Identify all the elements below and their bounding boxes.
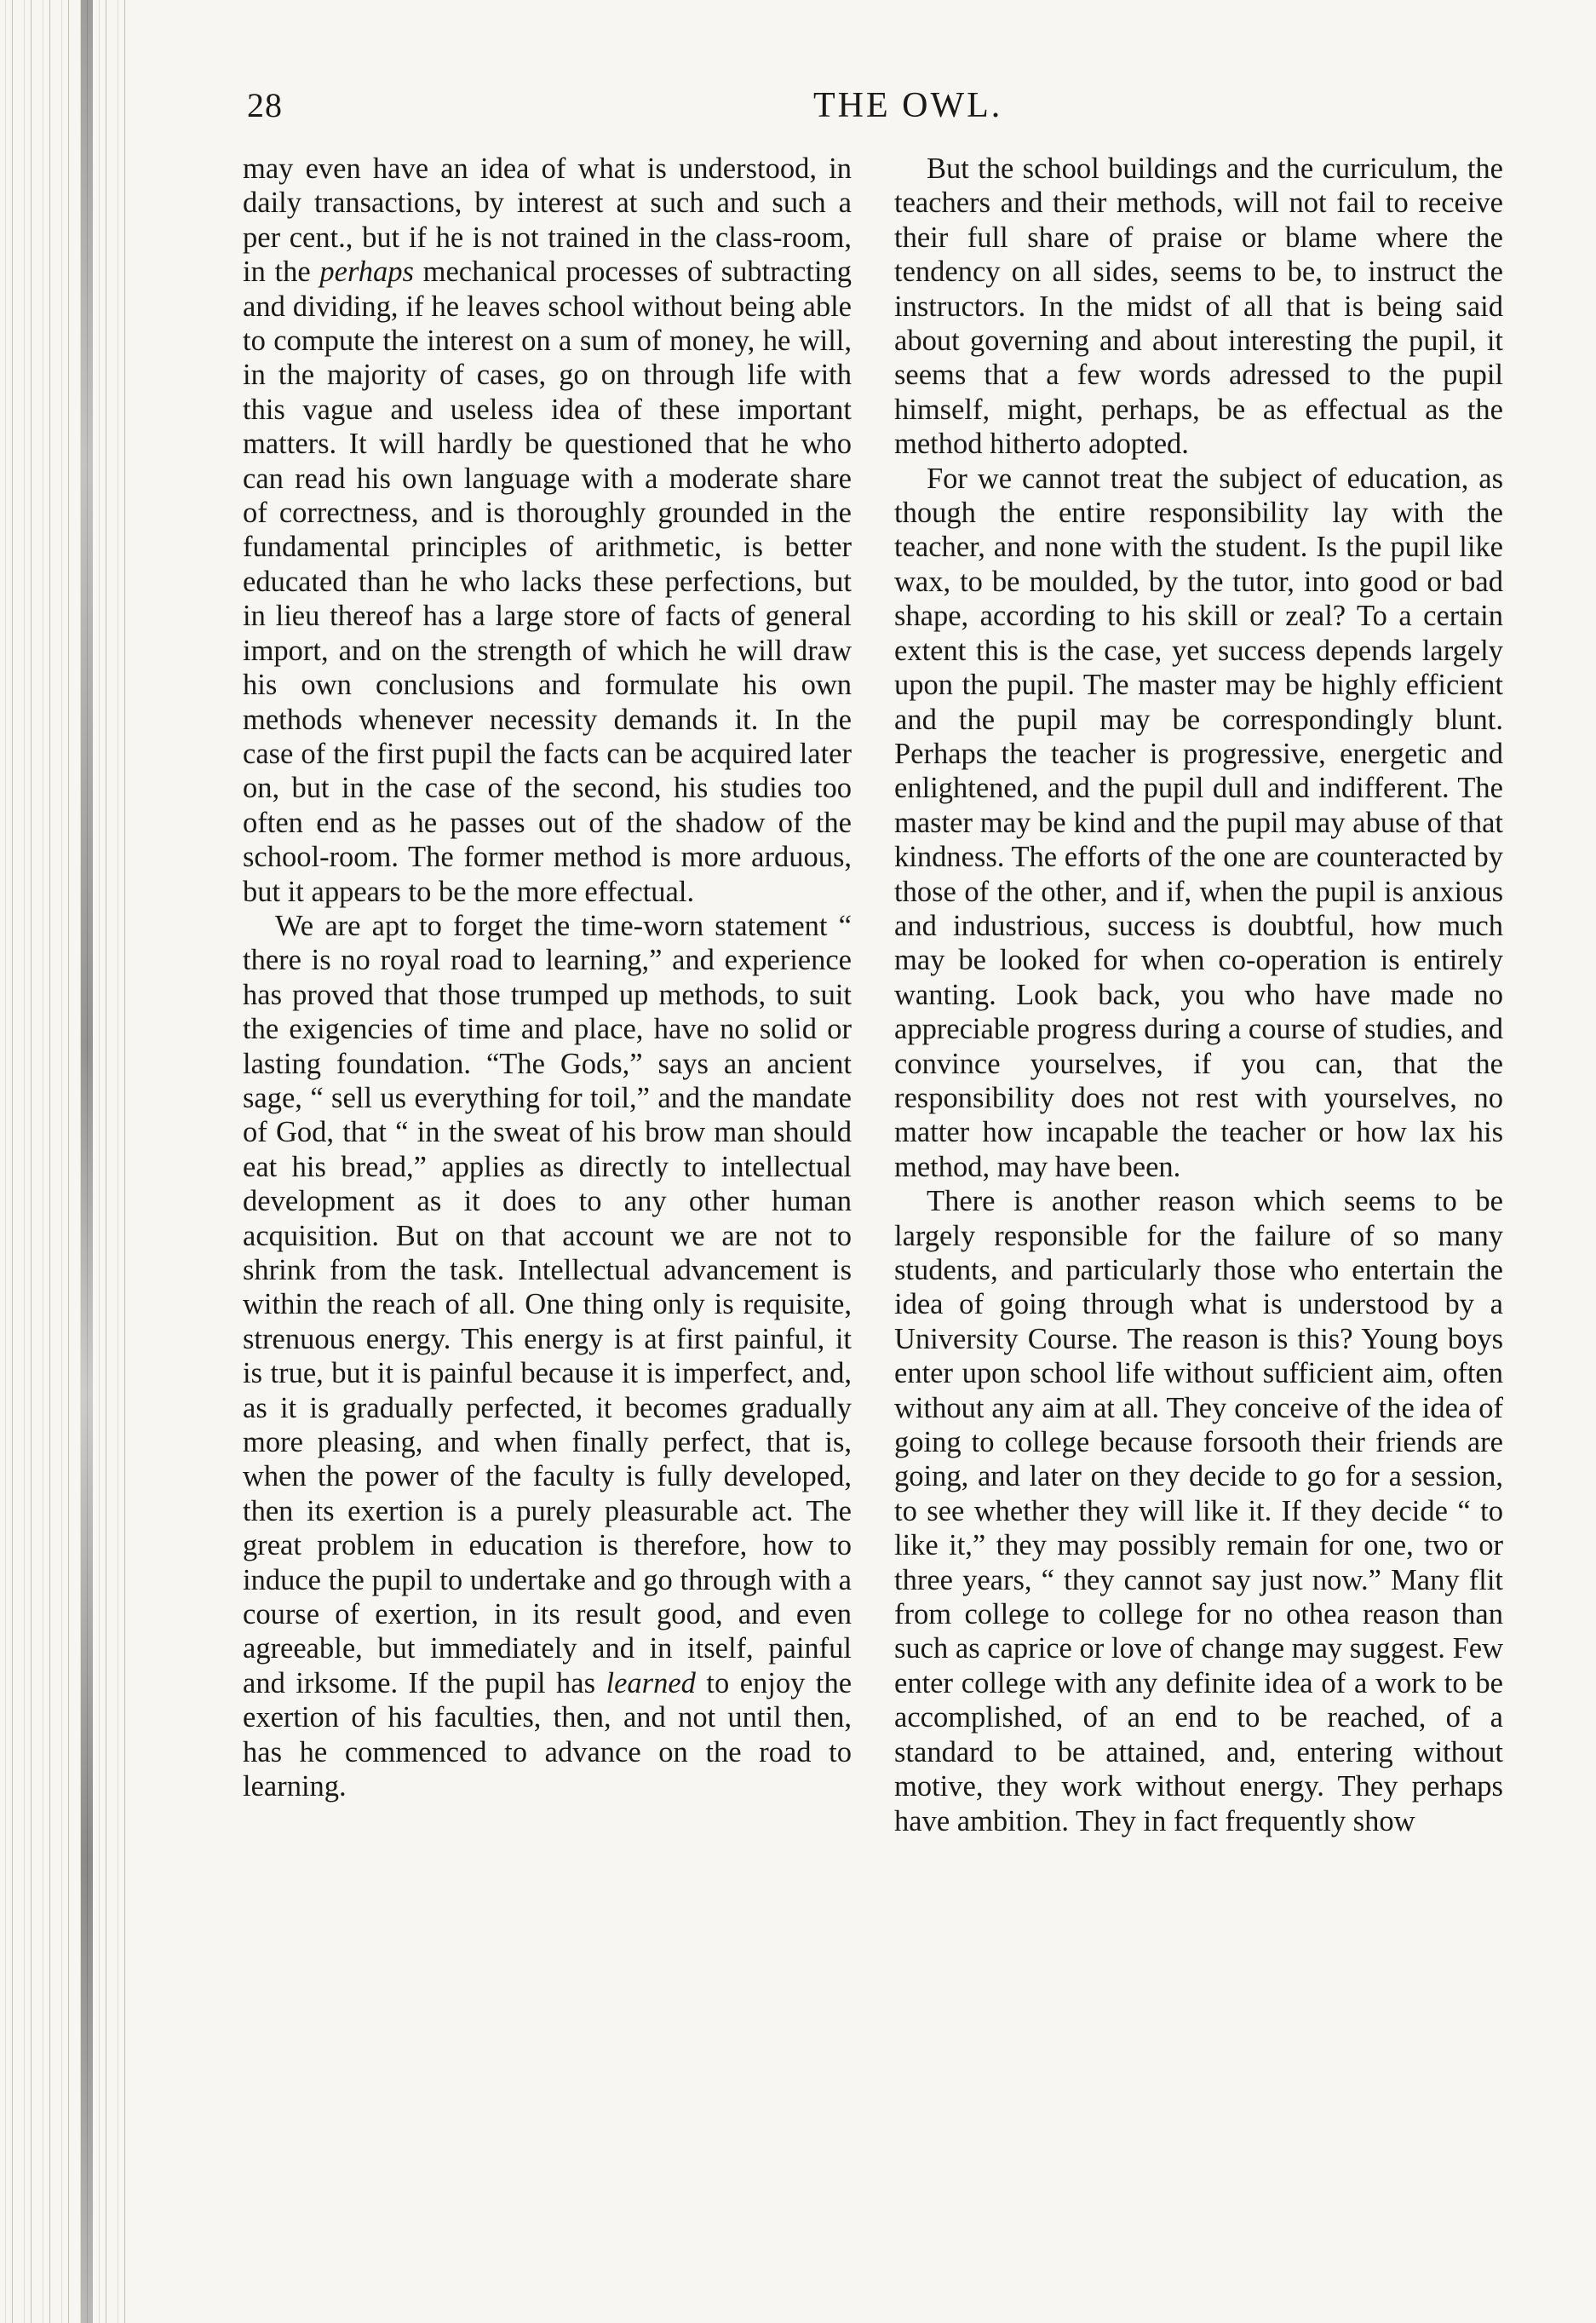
paragraph (243, 152, 852, 909)
binding-edge (0, 0, 128, 2323)
left-column (243, 152, 852, 1804)
paragraph-text: may even have an idea of what is understood, in daily transactions, by interest at such and such a per cent., but if he is not trained in the class-room, in the (243, 152, 852, 289)
page-number: 28 (247, 86, 283, 124)
paragraph-text: to enjoy the exertion of his faculties, then, and not until then, has he commenced to advance on the road to learning. (243, 1666, 853, 1803)
paragraph (243, 909, 852, 1804)
italic-word: perhaps (319, 256, 414, 289)
paragraph-text: We are apt to forget the time-worn statement “ there is no royal road to learning,” and experience has proved that those trumped up methods, to suit the exigencies of time and place, have no solid or lasting foundation. “The Gods,” says an ancient sage, “ sell us everything for toil,” and the mandate of God, that “ in the sweat of his brow man should eat his bread,” applies as directly to intellectual development as it does to any other human acquisition. But on that account we are not to shrink from the task. Intellectual advancement is within the reach of all. One thing only is requisite, strenuous energy. This energy is at first painful, it is true, but it is painful because it is imperfect, and, as it is gradually perfected, it becomes gradually more pleasing, and when finally perfect, that is, when the power of the faculty is fully developed, then its exertion is a purely pleasurable act. The great problem in education is therefore, how to induce the pupil to undertake and go through with a course of exertion, in its result good, and even agreeable, but immediately and in itself, painful and irksome. If the pupil has (243, 909, 852, 1699)
paragraph: But the school buildings and the curriculum, the teachers and their methods, will not fail to receive their full share of praise or blame where the tendency on all sides, seems to be, to instruct the instructors. In the midst of all that is being said about governing and about interesting the pupil, it seems that a few words adressed to the pupil himself, might, perhaps, be as effectual as the method hitherto adopted. (894, 152, 1503, 461)
running-head: THE OWL. (813, 86, 1003, 125)
paragraph-text: mechanical processes of subtracting and dividing, if he leaves school without being able to compute the interest on a sum of money, he will, in the majority of cases, go on through life with this vague and useless idea of these important matters. It will hardly be questioned that he who can read his own language with a moderate share of correctness, and is thoroughly grounded in the fundamental principles of arithmetic, is better educated than he who lacks these perfections, but in lieu thereof has a large store of facts of general import, and on the strength of which he will draw his own conclusions and formulate his own methods whenever necessity demands it. In the case of the first pupil the facts can be acquired later on, but in the case of the second, his studies too often end as he passes out of the shadow of the school-room. The former method is more arduous, but it appears to be the more effectual. (243, 256, 853, 908)
binding-shadow (81, 0, 93, 2323)
paragraph: For we cannot treat the subject of education, as though the entire responsibility lay with the teacher, and none with the student. Is the pupil like wax, to be moulded, by the tutor, into good or bad shape, according to his skill or zeal? To a certain extent this is the case, yet success depends largely upon the pupil. The master may be highly efficient and the pupil may be correspondingly blunt. Perhaps the teacher is progressive, energetic and enlightened, and the pupil dull and indifferent. The master may be kind and the pupil may abuse of that kindness. The efforts of the one are counteracted by those of the other, and if, when the pupil is anxious and industrious, success is doubtful, how much may be looked for when co-operation is entirely wanting. Look back, you who have made no appreciable progress during a course of studies, and convince yourselves, if you can, that the responsibility does not rest with yourselves, no matter how incapable the teacher or how lax his method, may have been. (894, 462, 1503, 1183)
paragraph: There is another reason which seems to be largely responsible for the failure of so many students, and particularly those who entertain the idea of going through what is understood by a University Course. The reason is this? Young boys enter upon school life without sufficient aim, often without any aim at all. They conceive of the idea of going to college because forsooth their friends are going, and later on they decide to go for a session, to see whether they will like it. If they decide “ to like it,” they may possibly remain for one, two or three years, “ they cannot say just now.” Many flit from college to college for no othea reason than such as caprice or love of change may suggest. Few enter college with any definite idea of a work to be accomplished, of an end to be reached, of a standard to be attained, and, entering without motive, they work without energy. They perhaps have ambition. They in fact frequently show (894, 1185, 1503, 1837)
right-column (894, 152, 1503, 1838)
italic-word: learned (606, 1666, 696, 1699)
